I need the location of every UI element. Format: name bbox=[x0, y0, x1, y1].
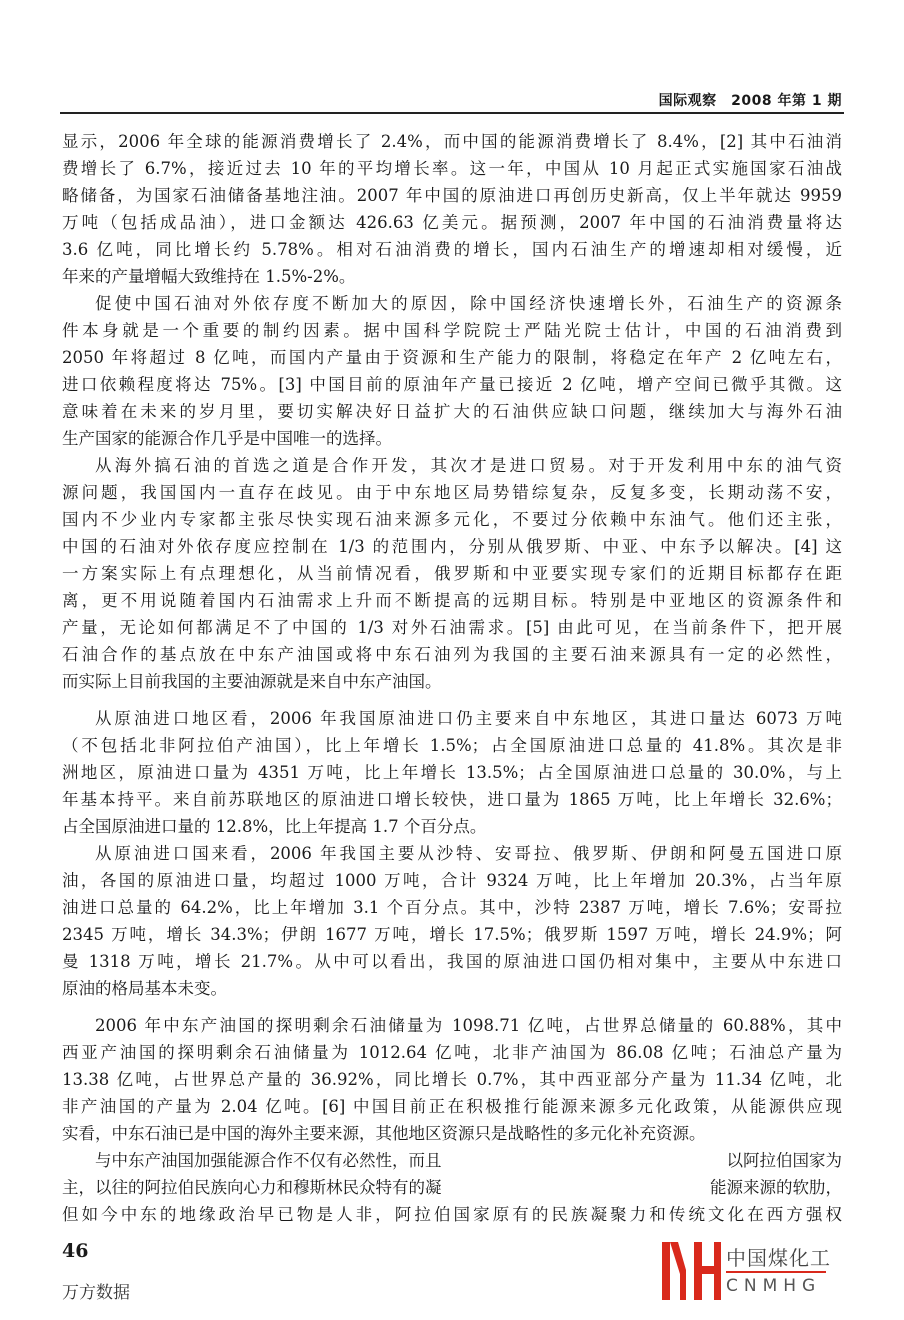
text-line: 13.38 亿吨，占世界总产量的 36.92%，同比增长 0.7%，其中西亚部分产量为 11.34 亿吨，北 bbox=[62, 1070, 842, 1089]
text-line: 源问题，我国国内一直存在歧见。由于中东地区局势错综复杂，反复多变，长期动荡不安， bbox=[62, 483, 842, 502]
paragraph-gap bbox=[62, 695, 842, 705]
text-line: 实看，中东石油已是中国的海外主要来源，其他地区资源只是战略性的多元化补充资源。 bbox=[62, 1124, 706, 1143]
text-line: 国内不少业内专家都主张尽快实现石油来源多元化，不要过分依赖中东油气。他们还主张， bbox=[62, 510, 842, 529]
text-line: 油进口总量的 64.2%，比上年增加 3.1 个百分点。其中，沙特 2387 万吨，增长 7.6%；安哥拉 bbox=[62, 898, 842, 917]
text-line: 显示，2006 年全球的能源消费增长了 2.4%，而中国的能源消费增长了 8.4%，[2] 其中石油消 bbox=[62, 132, 842, 151]
text-line: 曼 1318 万吨，增长 21.7%。从中可以看出，我国的原油进口国仍相对集中，主要从中东进口 bbox=[62, 952, 842, 971]
text-line: 西亚产油国的探明剩余石油储量为 1012.64 亿吨，北非产油国为 86.08 亿吨；石油总产量为 bbox=[62, 1043, 842, 1062]
text-line: （不包括北非阿拉伯产油国），比上年增长 1.5%；占全国原油进口总量的 41.8%。其次是非 bbox=[62, 736, 842, 755]
text-line: 万吨（包括成品油），进口金额达 426.63 亿美元。据预测，2007 年中国的石油消费量将达 bbox=[62, 213, 842, 232]
text-line: 洲地区，原油进口量为 4351 万吨，比上年增长 13.5%；占全国原油进口总量的 30.0%，与上 bbox=[62, 763, 842, 782]
text-line: 而实际上目前我国的主要油源就是来自中东产油国。 bbox=[62, 672, 442, 691]
text-line: 2345 万吨，增长 34.3%；伊朗 1677 万吨，增长 17.5%；俄罗斯 1597 万吨，增长 24.9%；阿 bbox=[62, 925, 842, 944]
text-line: 产量，无论如何都满足不了中国的 1/3 对外石油需求。[5] 由此可见，在当前条件下，把开展 bbox=[62, 618, 842, 637]
text-line: 原油的格局基本未变。 bbox=[62, 979, 227, 998]
text-line: 从原油进口地区看，2006 年我国原油进口仍主要来自中东地区，其进口量达 6073 万吨 bbox=[95, 709, 842, 728]
text-line: 从原油进口国来看，2006 年我国主要从沙特、安哥拉、俄罗斯、伊朗和阿曼五国进口原 bbox=[95, 844, 842, 863]
watermark-name-en: CNMHG bbox=[726, 1276, 822, 1296]
text-line: 生产国家的能源合作几乎是中国唯一的选择。 bbox=[62, 429, 392, 448]
text-line: 年基本持平。来自前苏联地区的原油进口增长较快，进口量为 1865 万吨，比上年增长 32.6%； bbox=[62, 790, 842, 809]
cnmhg-logo-icon bbox=[660, 1240, 722, 1302]
text-line: 油，各国的原油进口量，均超过 1000 万吨，合计 9324 万吨，比上年增加 20.3%，占当年原 bbox=[62, 871, 842, 890]
watermark-divider bbox=[726, 1271, 826, 1273]
text-line: 石油合作的基点放在中东产油国或将中东石油列为我国的主要石油来源具有一定的必然性， bbox=[62, 645, 842, 664]
text-line: 略储备，为国家石油储备基地注油。2007 年中国的原油进口再创历史新高，仅上半年就达 9959 bbox=[62, 186, 842, 205]
text-line: 费增长了 6.7%，接近过去 10 年的平均增长率。这一年，中国从 10 月起正式实施国家石油战 bbox=[62, 159, 842, 178]
text-line: 意味着在未来的岁月里，要切实解决好日益扩大的石油供应缺口问题，继续加大与海外石油 bbox=[62, 402, 842, 421]
text-line: 3.6 亿吨，同比增长约 5.78%。相对石油消费的增长，国内石油生产的增速却相对缓慢，近 bbox=[62, 240, 842, 259]
article-body bbox=[62, 128, 842, 1228]
source-label: 万方数据 bbox=[62, 1283, 130, 1303]
text-line: 进口依赖程度将达 75%。[3] 中国目前的原油年产量已接近 2 亿吨，增产空间已微乎其微。这 bbox=[62, 375, 842, 394]
text-line: 离，更不用说随着国内石油需求上升而不断提高的远期目标。特别是中亚地区的资源条件和 bbox=[62, 591, 842, 610]
header-rule bbox=[60, 112, 844, 114]
text-line: 年来的产量增幅大致维持在 1.5%-2%。 bbox=[62, 267, 356, 286]
page-number: 46 bbox=[62, 1240, 89, 1262]
text-line: 中国的石油对外依存度应控制在 1/3 的范围内，分别从俄罗斯、中亚、中东予以解决。[4] 这 bbox=[62, 537, 842, 556]
running-header: 国际观察 2008 年第 1 期 bbox=[658, 93, 842, 109]
text-line: 非产油国的产量为 2.04 亿吨。[6] 中国目前正在积极推行能源来源多元化政策，从能源供应现 bbox=[62, 1097, 842, 1116]
text-line bbox=[62, 1174, 842, 1201]
text-line: 但如今中东的地缘政治早已物是人非，阿拉伯国家原有的民族凝聚力和传统文化在西方强权 bbox=[62, 1205, 842, 1224]
text-fragment: 能源来源的软肋， bbox=[710, 1178, 842, 1197]
text-line: 从海外搞石油的首选之道是合作开发，其次才是进口贸易。对于开发利用中东的油气资 bbox=[95, 456, 842, 475]
text-fragment: 以阿拉伯国家为 bbox=[726, 1151, 842, 1170]
watermark-name-cn: 中国煤化工 bbox=[726, 1246, 831, 1270]
text-fragment: 与中东产油国加强能源合作不仅有必然性，而且 bbox=[95, 1151, 442, 1170]
text-line: 一方案实际上有点理想化，从当前情况看，俄罗斯和中亚要实现专家们的近期目标都存在距 bbox=[62, 564, 842, 583]
text-line bbox=[62, 1147, 842, 1174]
text-line: 件本身就是一个重要的制约因素。据中国科学院院士严陆光院士估计，中国的石油消费到 bbox=[62, 321, 842, 340]
text-line: 2050 年将超过 8 亿吨，而国内产量由于资源和生产能力的限制，将稳定在年产 2 亿吨左右， bbox=[62, 348, 842, 367]
paragraph-gap bbox=[62, 1002, 842, 1012]
text-line: 占全国原油进口量的 12.8%，比上年提高 1.7 个百分点。 bbox=[62, 817, 487, 836]
text-fragment: 主，以往的阿拉伯民族向心力和穆斯林民众特有的凝 bbox=[62, 1178, 442, 1197]
watermark-logo bbox=[660, 1240, 840, 1302]
text-line: 2006 年中东产油国的探明剩余石油储量为 1098.71 亿吨，占世界总储量的 60.88%，其中 bbox=[95, 1016, 842, 1035]
text-line: 促使中国石油对外依存度不断加大的原因，除中国经济快速增长外，石油生产的资源条 bbox=[95, 294, 842, 313]
